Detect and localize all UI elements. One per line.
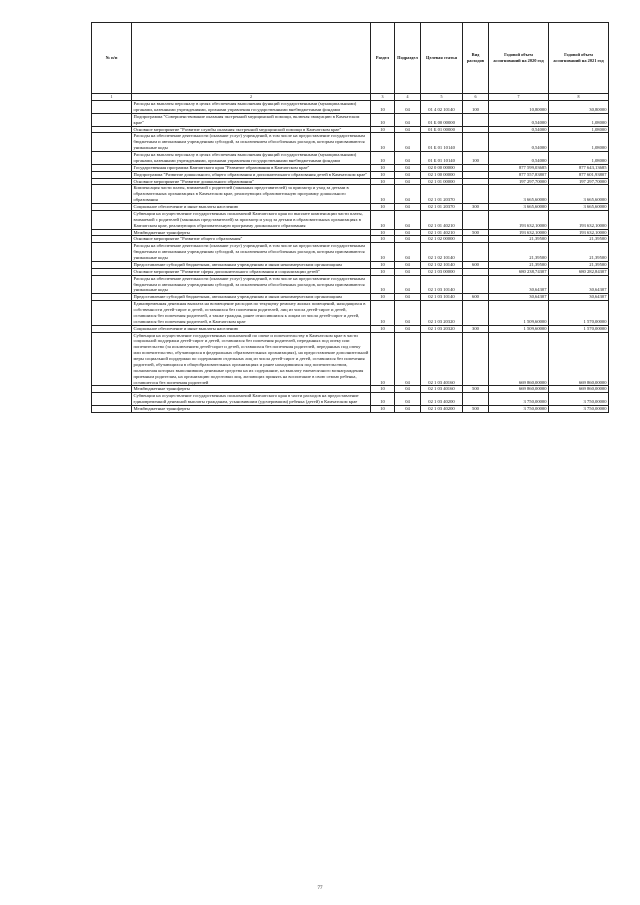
column-number: 8 — [549, 94, 609, 101]
table-row — [92, 210, 609, 229]
row-amount-2020-cell: 3 665,60000 — [489, 185, 549, 204]
row-razdel-cell: 10 — [371, 101, 395, 114]
row-target-article-cell: 02 1 03 10140 — [421, 294, 463, 301]
row-number-cell — [92, 171, 132, 178]
table-row — [92, 152, 609, 165]
row-target-article-cell: 01 4 02 10140 — [421, 101, 463, 114]
row-amount-2021-cell: 193 632,10000 — [549, 229, 609, 236]
row-expense-type-cell — [463, 332, 489, 386]
row-podrazdel-cell: 04 — [395, 236, 421, 243]
row-amount-2020-cell: 0,54000 — [489, 126, 549, 133]
row-expense-type-cell — [463, 243, 489, 262]
row-podrazdel-cell: 04 — [395, 301, 421, 326]
row-expense-type-cell: 500 — [463, 229, 489, 236]
table-row — [92, 332, 609, 386]
row-razdel-cell: 10 — [371, 243, 395, 262]
table-row — [92, 294, 609, 301]
row-name-cell: Основное мероприятие "Развитие дошкольного образования" — [132, 178, 371, 185]
row-expense-type-cell — [463, 268, 489, 275]
row-name-cell: Субвенции на осуществление государственных полномочий Камчатского края по выплате компенсации части платы, взимаемой с родителей (законных представителей) за присмотр и уход за детьми в образовательных организациях в Камчатском крае, реализующих образовательную программу дошкольного образования — [132, 210, 371, 229]
column-number: 2 — [132, 94, 371, 101]
row-number-cell — [92, 178, 132, 185]
row-target-article-cell: 02 1 03 10140 — [421, 275, 463, 294]
row-podrazdel-cell: 04 — [395, 113, 421, 126]
row-podrazdel-cell: 04 — [395, 294, 421, 301]
row-podrazdel-cell: 04 — [395, 325, 421, 332]
row-podrazdel-cell: 04 — [395, 275, 421, 294]
row-expense-type-cell — [463, 301, 489, 326]
header-razdel: Раздел — [371, 23, 395, 94]
row-target-article-cell: 02 1 02 10140 — [421, 261, 463, 268]
table-row — [92, 393, 609, 406]
row-number-cell — [92, 332, 132, 386]
row-expense-type-cell: 100 — [463, 101, 489, 114]
row-target-article-cell: 02 1 03 20320 — [421, 301, 463, 326]
row-podrazdel-cell: 04 — [395, 133, 421, 152]
row-expense-type-cell — [463, 164, 489, 171]
row-expense-type-cell — [463, 126, 489, 133]
table-row — [92, 113, 609, 126]
row-amount-2021-cell: 1 570,00000 — [549, 301, 609, 326]
row-target-article-cell: 02 1 01 40210 — [421, 210, 463, 229]
row-expense-type-cell — [463, 236, 489, 243]
row-razdel-cell: 10 — [371, 406, 395, 413]
row-amount-2021-cell: 877 601,93807 — [549, 171, 609, 178]
row-razdel-cell: 10 — [371, 393, 395, 406]
row-podrazdel-cell: 04 — [395, 332, 421, 386]
row-target-article-cell: 02 1 03 40160 — [421, 332, 463, 386]
row-podrazdel-cell: 04 — [395, 126, 421, 133]
row-expense-type-cell: 500 — [463, 406, 489, 413]
header-name — [132, 23, 371, 94]
row-podrazdel-cell: 04 — [395, 229, 421, 236]
row-amount-2021-cell: 669 860,00000 — [549, 332, 609, 386]
row-number-cell — [92, 294, 132, 301]
row-target-article-cell: 01 Б 01 10140 — [421, 152, 463, 165]
row-target-article-cell: 02 0 00 00000 — [421, 164, 463, 171]
row-expense-type-cell: 100 — [463, 152, 489, 165]
row-number-cell — [92, 275, 132, 294]
row-expense-type-cell — [463, 178, 489, 185]
row-amount-2021-cell: 1,08000 — [549, 126, 609, 133]
row-amount-2020-cell: 680 238,74307 — [489, 268, 549, 275]
row-name-cell: Социальное обеспечение и иные выплаты населению — [132, 325, 371, 332]
table-row — [92, 236, 609, 243]
row-name-cell: Социальное обеспечение и иные выплаты населению — [132, 204, 371, 211]
row-amount-2021-cell: 30,64307 — [549, 275, 609, 294]
row-number-cell — [92, 185, 132, 204]
table-row — [92, 229, 609, 236]
row-podrazdel-cell: 04 — [395, 101, 421, 114]
row-expense-type-cell — [463, 210, 489, 229]
row-amount-2020-cell: 21,39500 — [489, 261, 549, 268]
row-razdel-cell: 10 — [371, 268, 395, 275]
row-podrazdel-cell: 04 — [395, 152, 421, 165]
row-podrazdel-cell: 04 — [395, 164, 421, 171]
row-name-cell: Основное мероприятие "Развитие сферы дополнительного образования и социализации детей" — [132, 268, 371, 275]
row-expense-type-cell — [463, 393, 489, 406]
row-amount-2020-cell: 669 860,00000 — [489, 386, 549, 393]
row-amount-2020-cell: 1 509,60000 — [489, 325, 549, 332]
row-amount-2020-cell: 197 297,70000 — [489, 178, 549, 185]
column-number-row — [92, 94, 609, 101]
table-header-row — [92, 23, 609, 94]
table-row — [92, 386, 609, 393]
column-number: 5 — [421, 94, 463, 101]
row-razdel-cell: 10 — [371, 210, 395, 229]
table-row — [92, 243, 609, 262]
row-amount-2021-cell: 680 282,84307 — [549, 268, 609, 275]
row-podrazdel-cell: 04 — [395, 243, 421, 262]
row-expense-type-cell: 600 — [463, 294, 489, 301]
row-amount-2020-cell: 21,39500 — [489, 236, 549, 243]
row-amount-2020-cell: 0,54000 — [489, 113, 549, 126]
row-name-cell: Расходы на обеспечение деятельности (оказание услуг) учреждений, в том числе на предоставление государственным бюджетным и автономным учреждениям субсидий, за исключением обособленных расходов, которым присваиваются уникальные коды — [132, 275, 371, 294]
row-number-cell — [92, 210, 132, 229]
row-name-cell: Предоставление субсидий бюджетным, автономным учреждениям и иным некоммерческим организациям — [132, 261, 371, 268]
column-number: 6 — [463, 94, 489, 101]
row-target-article-cell: 02 1 02 10140 — [421, 243, 463, 262]
row-number-cell — [92, 325, 132, 332]
table-row — [92, 406, 609, 413]
row-name-cell: Основное мероприятие "Развитие службы оказания экстренной медицинской помощи в Камчатском крае" — [132, 126, 371, 133]
row-expense-type-cell: 600 — [463, 261, 489, 268]
row-expense-type-cell: 500 — [463, 386, 489, 393]
row-razdel-cell: 10 — [371, 236, 395, 243]
table-row — [92, 301, 609, 326]
row-amount-2020-cell: 193 632,10000 — [489, 210, 549, 229]
row-number-cell — [92, 406, 132, 413]
row-target-article-cell: 02 1 02 00000 — [421, 236, 463, 243]
row-amount-2021-cell: 197 297,70000 — [549, 178, 609, 185]
row-name-cell: Подпрограмма "Развитие дошкольного, общего образования и дополнительного образования детей в Камчатском крае" — [132, 171, 371, 178]
row-number-cell — [92, 261, 132, 268]
row-number-cell — [92, 301, 132, 326]
row-number-cell — [92, 236, 132, 243]
row-podrazdel-cell: 04 — [395, 268, 421, 275]
row-razdel-cell: 10 — [371, 171, 395, 178]
row-razdel-cell: 10 — [371, 152, 395, 165]
row-razdel-cell: 10 — [371, 261, 395, 268]
row-amount-2021-cell: 1,08000 — [549, 152, 609, 165]
row-razdel-cell: 10 — [371, 185, 395, 204]
table-row — [92, 126, 609, 133]
table-row — [92, 101, 609, 114]
row-razdel-cell: 10 — [371, 294, 395, 301]
row-target-article-cell: 02 1 03 40160 — [421, 386, 463, 393]
row-expense-type-cell — [463, 133, 489, 152]
row-name-cell: Компенсация части платы, взимаемой с родителей (законных представителей) за присмотр и уход за детьми в образовательных организациях в Камчатском крае, реализующих образовательную программу дошкольного образования — [132, 185, 371, 204]
row-target-article-cell: 02 1 01 00000 — [421, 178, 463, 185]
row-expense-type-cell — [463, 185, 489, 204]
row-amount-2020-cell: 3 750,00000 — [489, 406, 549, 413]
row-name-cell: Единовременная денежная выплата на возмещение расходов по текущему ремонту жилых помещений, находящихся в собственности детей-сирот и детей, оставшихся без попечения родителей, лиц из числа детей-сирот и детей, оставшихся без попечения родителей, а также граждан, ранее относившихся к лицам из числа детей-сирот и детей, оставшихся без попечения родителей, в Камчатском крае — [132, 301, 371, 326]
row-amount-2020-cell: 10,80000 — [489, 101, 549, 114]
table-row — [92, 325, 609, 332]
row-razdel-cell: 10 — [371, 275, 395, 294]
table-row — [92, 185, 609, 204]
row-podrazdel-cell: 04 — [395, 386, 421, 393]
row-target-article-cell: 01 Б 00 00000 — [421, 113, 463, 126]
row-amount-2020-cell: 877 599,03685 — [489, 164, 549, 171]
row-amount-2020-cell: 30,64307 — [489, 294, 549, 301]
row-name-cell: Расходы на выплаты персоналу в целях обеспечения выполнения функций государственными (муниципальными) органами, казенными учреждениями, органами управления государственными внебюджетными фондами — [132, 152, 371, 165]
row-amount-2021-cell: 21,39500 — [549, 243, 609, 262]
row-target-article-cell: 02 1 03 40200 — [421, 393, 463, 406]
table-row — [92, 261, 609, 268]
row-name-cell: Расходы на обеспечение деятельности (оказание услуг) учреждений, в том числе на предоставление государственным бюджетным и автономным учреждениям субсидий, за исключением обособленных расходов, которым присваиваются уникальные коды — [132, 133, 371, 152]
row-podrazdel-cell: 04 — [395, 210, 421, 229]
row-amount-2020-cell: 1 509,60000 — [489, 301, 549, 326]
row-amount-2020-cell: 3 750,00000 — [489, 393, 549, 406]
page-number: 77 — [317, 886, 323, 891]
budget-table-container — [91, 22, 608, 413]
row-number-cell — [92, 393, 132, 406]
row-razdel-cell: 10 — [371, 178, 395, 185]
row-amount-2021-cell: 3 665,60000 — [549, 204, 609, 211]
row-amount-2020-cell: 0,54000 — [489, 152, 549, 165]
table-row — [92, 171, 609, 178]
column-number: 1 — [92, 94, 132, 101]
column-number: 4 — [395, 94, 421, 101]
row-number-cell — [92, 133, 132, 152]
row-target-article-cell: 02 1 03 00000 — [421, 268, 463, 275]
row-amount-2020-cell: 3 665,60000 — [489, 204, 549, 211]
table-row — [92, 275, 609, 294]
row-expense-type-cell — [463, 113, 489, 126]
row-target-article-cell: 02 1 03 40200 — [421, 406, 463, 413]
row-name-cell: Основное мероприятие "Развитие общего образования" — [132, 236, 371, 243]
row-razdel-cell: 10 — [371, 164, 395, 171]
row-target-article-cell: 01 Б 01 10140 — [421, 133, 463, 152]
row-number-cell — [92, 204, 132, 211]
row-amount-2021-cell: 1,08000 — [549, 113, 609, 126]
table-row — [92, 178, 609, 185]
row-amount-2020-cell: 0,54000 — [489, 133, 549, 152]
header-expense-type: Вид расходов — [463, 23, 489, 94]
row-podrazdel-cell: 04 — [395, 261, 421, 268]
row-amount-2021-cell: 30,80000 — [549, 101, 609, 114]
header-target-article: Целевая статья — [421, 23, 463, 94]
row-amount-2021-cell: 3 665,60000 — [549, 185, 609, 204]
row-razdel-cell: 10 — [371, 332, 395, 386]
table-row — [92, 204, 609, 211]
row-amount-2020-cell: 30,64307 — [489, 275, 549, 294]
row-number-cell — [92, 386, 132, 393]
row-podrazdel-cell: 04 — [395, 171, 421, 178]
table-row — [92, 133, 609, 152]
row-razdel-cell: 10 — [371, 126, 395, 133]
row-name-cell: Расходы на выплаты персоналу в целях обеспечения выполнения функций государственными (муниципальными) органами, казенными учреждениями, органами управления государственными внебюджетными фондами — [132, 101, 371, 114]
row-number-cell — [92, 152, 132, 165]
header-podrazdel: Подраздел — [395, 23, 421, 94]
row-name-cell: Межбюджетные трансферты — [132, 386, 371, 393]
row-razdel-cell: 10 — [371, 204, 395, 211]
row-amount-2020-cell: 193 632,10000 — [489, 229, 549, 236]
row-number-cell — [92, 101, 132, 114]
row-name-cell: Субвенции на осуществление государственных полномочий по опеке и попечительству в Камчатском крае в части социальной поддержки детей-сирот и детей, оставшихся без попечения родителей, переданных под опеку или попечительство (за исключением детей-сирот и детей, оставшихся без попечения родителей, переданных под опеку или попечительство, обучающихся в федеральных образовательных организациях), на предоставление дополнительной меры социальной поддержки по содержанию отдельных лиц из числа детей-сирот и детей, оставшихся без попечения родителей, обучающихся в общеобразовательных организациях и ранее находившихся под попечительством, полномочия которых выполнивших денежные средства на их содержание, на выплату ежемесячного вознаграждения приемным родителям, на организацию подготовки лиц, желающих принять на воспитание в свою семью ребенка, оставшегося без попечения родителей — [133, 332, 370, 385]
row-target-article-cell: 02 1 01 40210 — [421, 229, 463, 236]
row-razdel-cell: 10 — [371, 229, 395, 236]
row-target-article-cell: 02 1 03 20320 — [421, 325, 463, 332]
row-number-cell — [92, 126, 132, 133]
row-razdel-cell: 10 — [371, 386, 395, 393]
row-expense-type-cell: 300 — [463, 204, 489, 211]
row-expense-type-cell — [463, 275, 489, 294]
row-name-cell: Межбюджетные трансферты — [132, 406, 371, 413]
row-amount-2020-cell: 21,39500 — [489, 243, 549, 262]
table-body — [92, 101, 609, 413]
row-number-cell — [92, 113, 132, 126]
row-name-cell: Подпрограмма "Совершенствование оказания экстренной медицинской помощи, включая эвакуацию в Камчатском крае" — [132, 113, 371, 126]
row-amount-2021-cell: 877 643,13685 — [549, 164, 609, 171]
row-amount-2021-cell: 669 860,00000 — [549, 386, 609, 393]
row-number-cell — [92, 229, 132, 236]
row-amount-2020-cell: 877 557,83807 — [489, 171, 549, 178]
row-target-article-cell: 01 Б 01 00000 — [421, 126, 463, 133]
row-podrazdel-cell: 04 — [395, 185, 421, 204]
row-amount-2021-cell: 193 632,10000 — [549, 210, 609, 229]
row-podrazdel-cell: 04 — [395, 178, 421, 185]
row-name-cell: Расходы на обеспечение деятельности (оказание услуг) учреждений, в том числе на предоставление государственным бюджетным и автономным учреждениям субсидий, за исключением обособленных расходов, которым присваиваются уникальные коды — [132, 243, 371, 262]
column-number: 7 — [489, 94, 549, 101]
row-amount-2021-cell: 21,39500 — [549, 236, 609, 243]
header-num: № п/п — [92, 23, 132, 94]
row-podrazdel-cell: 04 — [395, 204, 421, 211]
row-number-cell — [92, 164, 132, 171]
row-expense-type-cell: 300 — [463, 325, 489, 332]
row-name-cell: Предоставление субсидий бюджетным, автономным учреждениям и иным некоммерческим организациям — [132, 294, 371, 301]
row-amount-2021-cell: 21,39500 — [549, 261, 609, 268]
row-target-article-cell: 02 1 01 20370 — [421, 204, 463, 211]
row-number-cell — [92, 243, 132, 262]
header-amount-2021: Годовой объем ассигнований на 2021 год — [549, 23, 609, 94]
row-amount-2021-cell: 3 750,00000 — [549, 406, 609, 413]
budget-table — [91, 22, 609, 413]
row-razdel-cell: 10 — [371, 301, 395, 326]
header-amount-2020: Годовой объем ассигнований на 2020 год — [489, 23, 549, 94]
row-podrazdel-cell: 04 — [395, 406, 421, 413]
column-number: 3 — [371, 94, 395, 101]
row-expense-type-cell — [463, 171, 489, 178]
row-amount-2021-cell: 30,64307 — [549, 294, 609, 301]
table-row — [92, 164, 609, 171]
row-name-cell: Субвенции на осуществление государственных полномочий Камчатского края в части расходов на предоставление единовременной денежной выплаты гражданам, усыновившим (удочерившим) ребенка (детей) в Камчатском крае — [132, 393, 371, 406]
row-name-cell: Межбюджетные трансферты — [132, 229, 371, 236]
row-razdel-cell: 10 — [371, 113, 395, 126]
row-amount-2021-cell: 1,08000 — [549, 133, 609, 152]
row-razdel-cell: 10 — [371, 133, 395, 152]
row-razdel-cell: 10 — [371, 325, 395, 332]
row-amount-2021-cell: 1 570,00000 — [549, 325, 609, 332]
row-target-article-cell: 02 1 01 20370 — [421, 185, 463, 204]
row-amount-2020-cell: 669 860,00000 — [489, 332, 549, 386]
row-amount-2021-cell: 3 750,00000 — [549, 393, 609, 406]
row-target-article-cell: 02 1 00 00000 — [421, 171, 463, 178]
row-number-cell — [92, 268, 132, 275]
table-row — [92, 268, 609, 275]
row-name-cell: Государственная программа Камчатского края "Развитие образования в Камчатском крае" — [132, 164, 371, 171]
row-podrazdel-cell: 04 — [395, 393, 421, 406]
